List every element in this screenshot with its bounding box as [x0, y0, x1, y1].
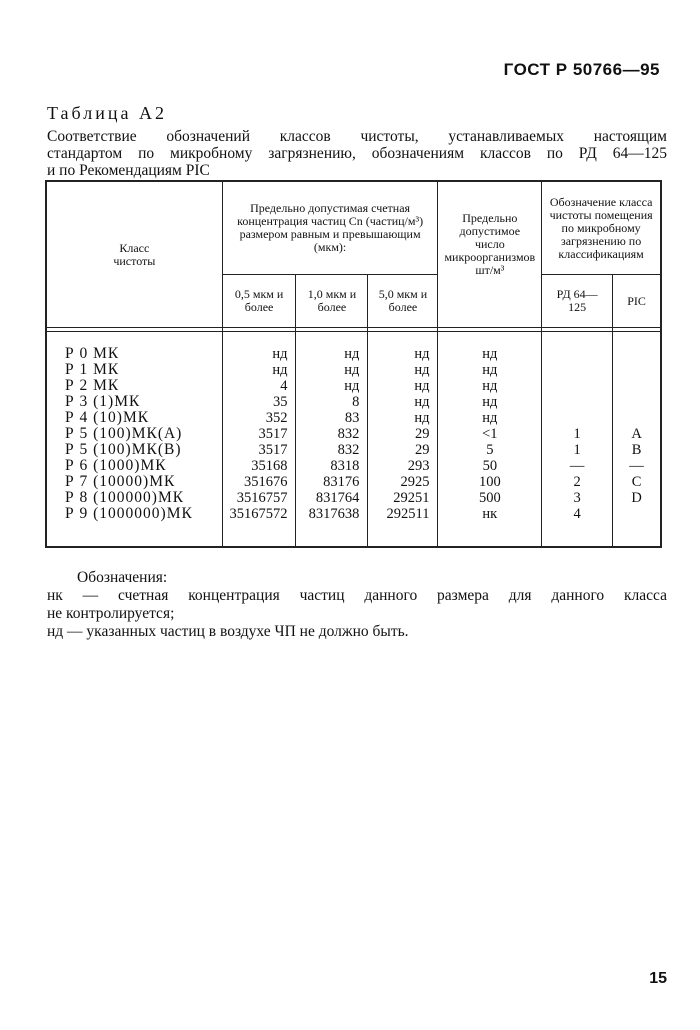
cell-rd: — — [542, 458, 613, 474]
cell-microorganisms: 5 — [438, 442, 542, 458]
cell-50: нд — [368, 346, 438, 362]
table-row — [46, 442, 661, 458]
cell-10: 832 — [296, 442, 368, 458]
cell-microorganisms: <1 — [438, 426, 542, 442]
table-caption — [47, 128, 667, 179]
cell-pic: B — [613, 442, 661, 458]
cell-rd — [542, 394, 613, 410]
cell-05: нд — [222, 346, 296, 362]
cell-class: Р 2 МК — [46, 378, 222, 394]
cell-10: 832 — [296, 426, 368, 442]
cell-pic: C — [613, 474, 661, 490]
cell-10: нд — [296, 378, 368, 394]
cell-rd — [542, 346, 613, 362]
cell-pic — [613, 394, 661, 410]
table-row — [46, 506, 661, 522]
cell-50: 2925 — [368, 474, 438, 490]
cell-50: 293 — [368, 458, 438, 474]
cell-pic: D — [613, 490, 661, 506]
notes-title: Обозначения: — [77, 569, 168, 586]
cell-microorganisms: 100 — [438, 474, 542, 490]
table-row — [46, 346, 661, 362]
cell-class: Р 1 МК — [46, 362, 222, 378]
header-microorganisms: Предельно допустимое число микроорганизмов шт/м³ — [438, 181, 542, 328]
cell-05: 3516757 — [222, 490, 296, 506]
cell-10: 8 — [296, 394, 368, 410]
cell-10: 83176 — [296, 474, 368, 490]
table-row — [46, 474, 661, 490]
cell-50: нд — [368, 410, 438, 426]
caption-line: и по Рекомендациям PIC — [47, 162, 210, 179]
cell-microorganisms: 500 — [438, 490, 542, 506]
cell-pic: A — [613, 426, 661, 442]
header-50: 5,0 мкм и более — [368, 275, 438, 328]
cell-class: Р 7 (10000)МК — [46, 474, 222, 490]
cell-rd: 4 — [542, 506, 613, 522]
cell-50: 29 — [368, 426, 438, 442]
cell-50: нд — [368, 394, 438, 410]
cell-microorganisms: нд — [438, 362, 542, 378]
cell-class: Р 5 (100)МК(В) — [46, 442, 222, 458]
cell-rd — [542, 410, 613, 426]
caption-line: стандартом по микробному загрязнению, обозначениям классов по РД 64—125 — [47, 145, 667, 162]
caption-line: Соответствие обозначений классов чистоты, устанавливаемых настоящим — [47, 128, 667, 145]
cell-05: 35167572 — [222, 506, 296, 522]
cleanliness-class-table — [45, 180, 662, 548]
cell-10: 831764 — [296, 490, 368, 506]
table-row — [46, 426, 661, 442]
header-designation: Обозначение класса чистоты помещения по микробному загрязнению по классификациям — [542, 181, 661, 275]
cell-pic: — — [613, 458, 661, 474]
cell-class: Р 3 (1)МК — [46, 394, 222, 410]
cell-05: нд — [222, 362, 296, 378]
cell-microorganisms: нд — [438, 378, 542, 394]
cell-class: Р 9 (1000000)МК — [46, 506, 222, 522]
cell-10: 83 — [296, 410, 368, 426]
cell-10: нд — [296, 362, 368, 378]
cell-50: нд — [368, 378, 438, 394]
cell-05: 352 — [222, 410, 296, 426]
table-row — [46, 490, 661, 506]
note-nk: нк — счетная концентрация частиц данного размера для данного класса — [47, 587, 667, 604]
cell-microorganisms: нд — [438, 346, 542, 362]
cell-rd — [542, 362, 613, 378]
cell-rd: 1 — [542, 426, 613, 442]
note-nd: нд — указанных частиц в воздухе ЧП не должно быть. — [47, 623, 409, 640]
cell-class: Р 8 (100000)МК — [46, 490, 222, 506]
cell-05: 3517 — [222, 426, 296, 442]
cell-50: 29251 — [368, 490, 438, 506]
cell-pic — [613, 362, 661, 378]
cell-05: 35 — [222, 394, 296, 410]
page-number: 15 — [649, 970, 667, 987]
table-row — [46, 378, 661, 394]
cell-microorganisms: 50 — [438, 458, 542, 474]
cell-05: 351676 — [222, 474, 296, 490]
cell-microorganisms: нд — [438, 394, 542, 410]
cell-rd: 2 — [542, 474, 613, 490]
cell-class: Р 6 (1000)МК — [46, 458, 222, 474]
header-05: 0,5 мкм и более — [222, 275, 296, 328]
table-label: Таблица А2 — [47, 103, 167, 123]
cell-microorganisms: нд — [438, 410, 542, 426]
cell-class: Р 0 МК — [46, 346, 222, 362]
cell-rd — [542, 378, 613, 394]
header-concentration: Предельно допустимая счетная концентрация частиц Cn (частиц/м³) размером равным и превышающим (мкм): — [222, 181, 438, 275]
table-row — [46, 410, 661, 426]
header-class: Класс чистоты — [46, 181, 222, 328]
cell-50: нд — [368, 362, 438, 378]
cell-10: нд — [296, 346, 368, 362]
table-row — [46, 362, 661, 378]
cell-05: 35168 — [222, 458, 296, 474]
cell-class: Р 4 (10)МК — [46, 410, 222, 426]
cell-microorganisms: нк — [438, 506, 542, 522]
table-row — [46, 394, 661, 410]
cell-pic — [613, 410, 661, 426]
note-nk-cont: не контролируется; — [47, 605, 175, 622]
document-id: ГОСТ Р 50766—95 — [503, 60, 660, 79]
header-rd: РД 64—125 — [542, 275, 613, 328]
header-pic: PIC — [613, 275, 661, 328]
cell-50: 29 — [368, 442, 438, 458]
cell-class: Р 5 (100)МК(А) — [46, 426, 222, 442]
cell-50: 292511 — [368, 506, 438, 522]
header-10: 1,0 мкм и более — [296, 275, 368, 328]
cell-rd: 3 — [542, 490, 613, 506]
cell-pic — [613, 506, 661, 522]
table-row — [46, 458, 661, 474]
notes-block — [47, 569, 667, 641]
cell-pic — [613, 378, 661, 394]
cell-05: 4 — [222, 378, 296, 394]
cell-05: 3517 — [222, 442, 296, 458]
cell-rd: 1 — [542, 442, 613, 458]
cell-10: 8317638 — [296, 506, 368, 522]
cell-10: 8318 — [296, 458, 368, 474]
cell-pic — [613, 346, 661, 362]
